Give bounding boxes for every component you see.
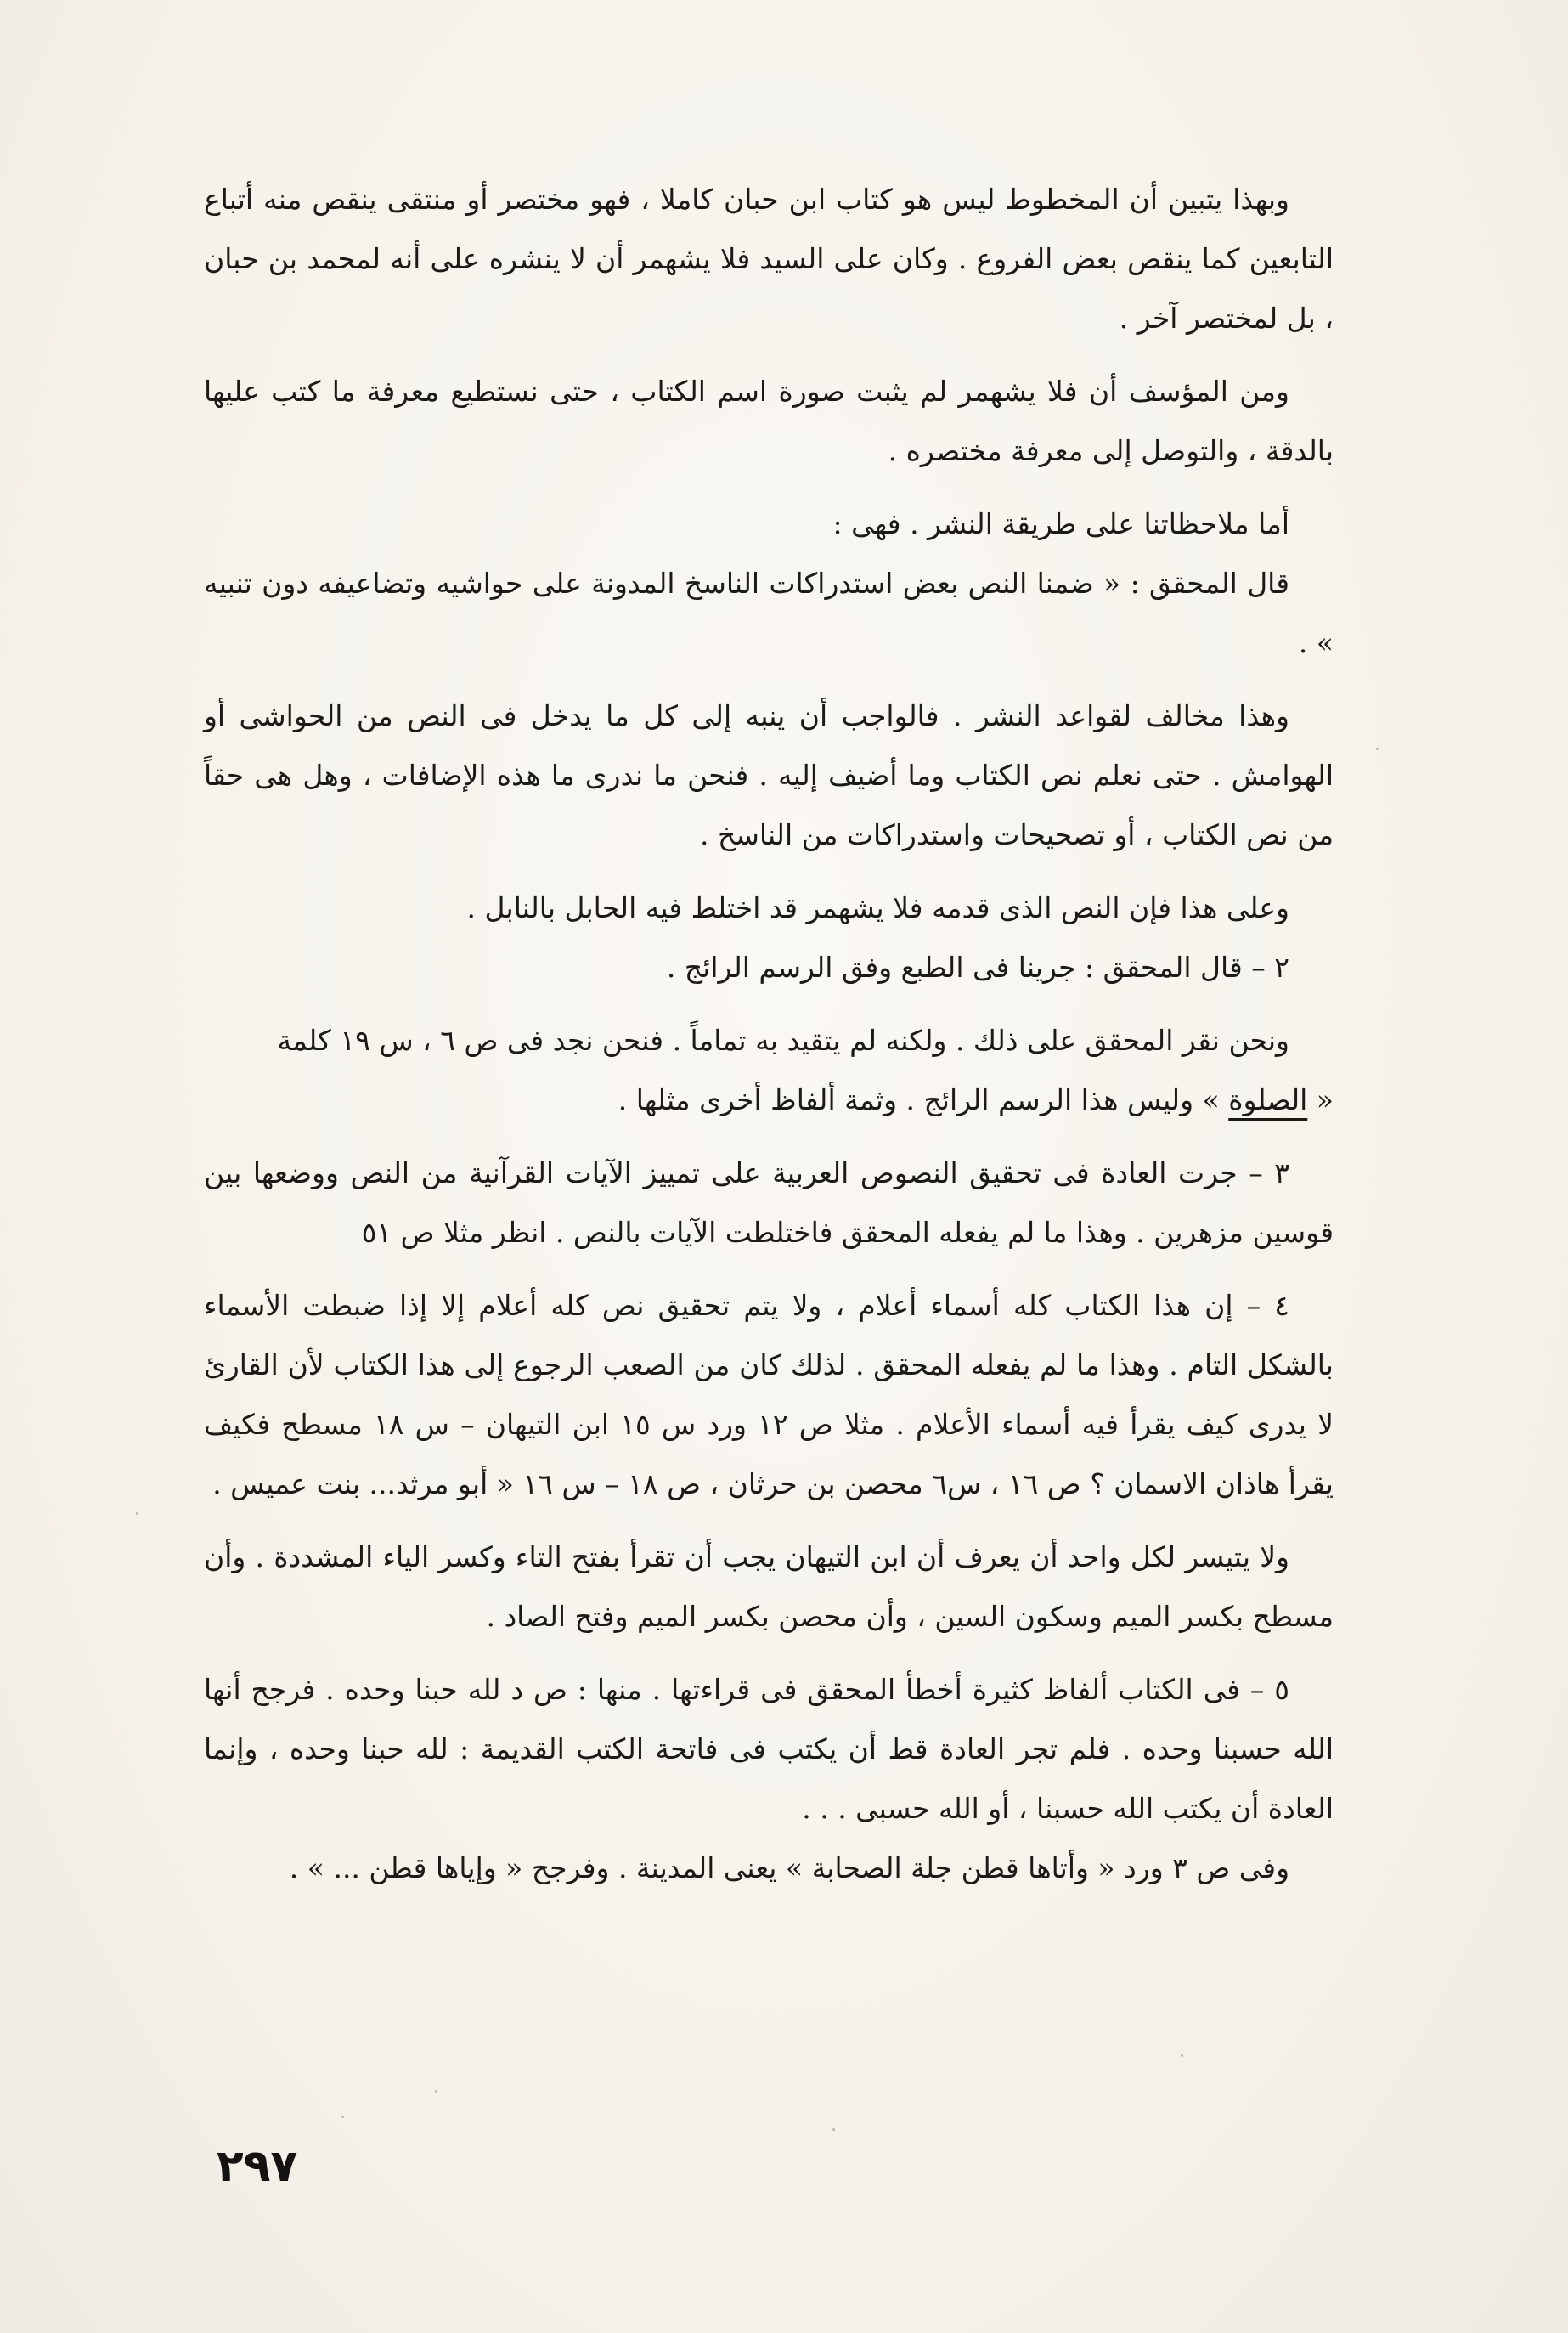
paragraph-point-3: ٣ – جرت العادة فى تحقيق النصوص العربية على تمييز الآيات القرآنية من النص ووضعها بين قوسين مزهرين . وهذا ما لم يفعله المحقق فاختلطت الآيات بالنص . انظر مثلا ص ٥١ bbox=[204, 1156, 1334, 1249]
paragraph-rules-violation: وهذا مخالف لقواعد النشر . فالواجب أن ينبه إلى كل ما يدخل فى النص من الحواشى أو الهوامش . حتى نعلم نص الكتاب وما أضيف إليه . فنحن ما ندرى ما هذه الإضافات ، وهل هى حقاً من نص الكتاب ، أو تصحيحات واستدراكات من الناسخ . bbox=[204, 699, 1334, 851]
page-number: ٢٩٧ bbox=[217, 2141, 298, 2192]
paragraph-pronunciation: ولا يتيسر لكل واحد أن يعرف أن ابن التيهان يجب أن تقرأ بفتح التاء وكسر الياء المشددة . وأن مسطح بكسر الميم وسكون السين ، وأن محصن بكسر الميم وفتح الصاد . bbox=[204, 1540, 1334, 1633]
paper-speck bbox=[1376, 748, 1379, 750]
article-body bbox=[204, 170, 1334, 1898]
paragraph-point-4: ٤ – إن هذا الكتاب كله أسماء أعلام ، ولا يتم تحقيق نص كله أعلام إلا إذا ضبطت الأسماء بالشكل التام . وهذا ما لم يفعله المحقق . لذلك كان من الصعب الرجوع إلى هذا الكتاب لأن القارئ لا يدرى كيف يقرأ فيه أسماء الأعلام . مثلا ص ١٢ ورد س ١٥ ابن التيهان – س ١٨ مسطح فكيف يقرأ هاذان الاسمان ؟ ص ١٦ ، س٦ محصن بن حرثان ، ص ١٨ – س ١٦ « أبو مرثد... بنت عميس . bbox=[204, 1289, 1334, 1500]
paragraph-point-2: ٢ – قال المحقق : جرينا فى الطبع وفق الرسم الرائج . bbox=[666, 951, 1289, 984]
paragraph-mixed-text: وعلى هذا فإن النص الذى قدمه فلا يشهمر قد اختلط فيه الحابل بالنابل . bbox=[466, 891, 1289, 924]
paper-speck bbox=[136, 1512, 138, 1515]
paragraph-manuscript-summary: وبهذا يتبين أن المخطوط ليس هو كتاب ابن حبان كاملا ، فهو مختصر أو منتقى ينقص منه أتباع التابعين كما ينقص بعض الفروع . وكان على السيد فلا يشهمر أن لا ينشره على أنه لمحمد بن حبان ، بل لمختصر آخر . bbox=[204, 183, 1334, 335]
paper-speck bbox=[341, 2116, 344, 2118]
paragraph-editor-quote-1: قال المحقق : « ضمنا النص بعض استدراكات الناسخ المدونة على حواشيه وتضاعيفه دون تنبيه » . bbox=[204, 567, 1334, 659]
paragraph-point-5: ٥ – فى الكتاب ألفاظ كثيرة أخطأ المحقق فى قراءتها . منها : ص د لله حبنا وحده . فرجح أنها الله حسبنا وحده . فلم تجر العادة قط أن يكتب فى فاتحة الكتب القديمة : لله حبنا وحده ، وإنما العادة أن يكتب الله حسبنا ، أو الله حسبى . . . bbox=[204, 1673, 1334, 1825]
paragraph-remarks-intro: أما ملاحظاتنا على طريقة النشر . فهى : bbox=[832, 507, 1289, 540]
paragraph-salwa-example bbox=[204, 1070, 1334, 1130]
paragraph-page-3-note: وفى ص ٣ ورد « وأتاها قطن جلة الصحابة » يعنى المدينة . وفرجح « وإياها قطن ... » . bbox=[289, 1851, 1289, 1884]
paper-speck bbox=[832, 2128, 835, 2131]
paragraph-title-regret: ومن المؤسف أن فلا يشهمر لم يثبت صورة اسم الكتاب ، حتى نستطيع معرفة ما كتب عليها بالدقة ، والتوصل إلى معرفة مختصره . bbox=[204, 375, 1334, 467]
paper-speck bbox=[435, 2090, 437, 2093]
underlined-word: الصلوة bbox=[1228, 1083, 1308, 1116]
paper-speck bbox=[1181, 2054, 1183, 2057]
salwa-line: « الصلوة » وليس هذا الرسم الرائج . وثمة ألفاظ أخرى مثلها . bbox=[618, 1083, 1334, 1116]
paragraph-agreement: ونحن نقر المحقق على ذلك . ولكنه لم يتقيد به تماماً . فنحن نجد فى ص ٦ ، س ١٩ كلمة bbox=[277, 1024, 1289, 1057]
